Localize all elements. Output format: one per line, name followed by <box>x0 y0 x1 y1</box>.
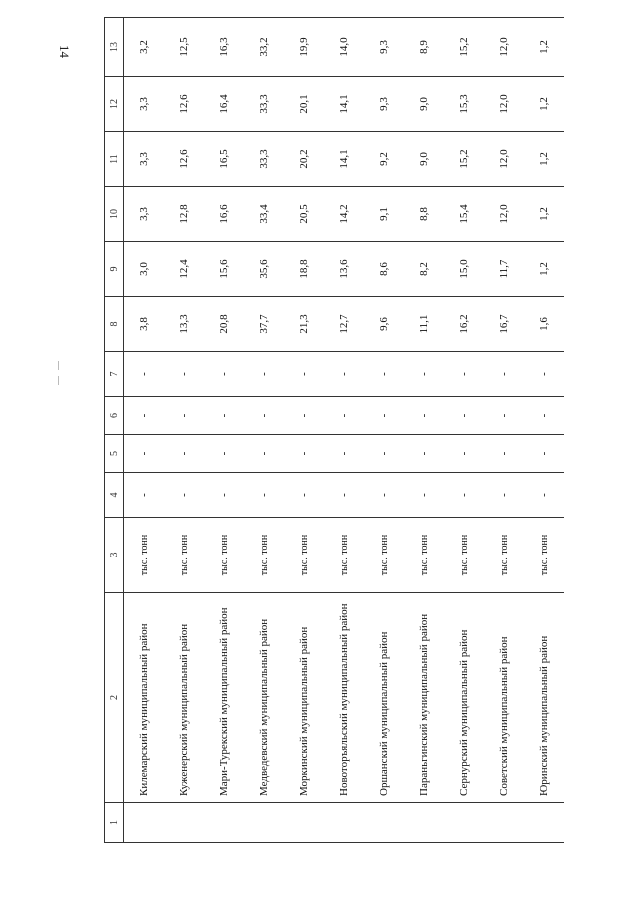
value-cell-c6: - <box>444 397 484 435</box>
value-cell-c10: 3,3 <box>124 187 165 242</box>
value-cell-c12: 14,1 <box>324 77 364 132</box>
value-cell-c10: 16,6 <box>204 187 244 242</box>
value-cell-c8: 3,8 <box>124 297 165 352</box>
value-cell-c7: - <box>364 352 404 397</box>
unit-cell: тыс. тонн <box>444 518 484 593</box>
table-row <box>204 18 244 843</box>
column-header: 5 <box>105 435 124 473</box>
value-cell-c11: 15,2 <box>444 132 484 187</box>
column-header: 8 <box>105 297 124 352</box>
value-cell-c10: 20,5 <box>284 187 324 242</box>
value-cell-c6: - <box>284 397 324 435</box>
value-cell-c5: - <box>164 435 204 473</box>
value-cell-c4: - <box>524 473 564 518</box>
value-cell-c6: - <box>404 397 444 435</box>
value-cell-c13: 14,0 <box>324 18 364 77</box>
value-cell-c9: 15,0 <box>444 242 484 297</box>
value-cell-c5: - <box>204 435 244 473</box>
value-cell-c8: 16,7 <box>484 297 524 352</box>
value-cell-c13: 8,9 <box>404 18 444 77</box>
table-header-row <box>105 18 124 843</box>
column-header: 12 <box>105 77 124 132</box>
row-number-cell <box>244 803 284 843</box>
value-cell-c12: 12,6 <box>164 77 204 132</box>
value-cell-c11: 1,2 <box>524 132 564 187</box>
value-cell-c13: 15,2 <box>444 18 484 77</box>
value-cell-c10: 12,0 <box>484 187 524 242</box>
value-cell-c11: 9,2 <box>364 132 404 187</box>
district-name-cell: Моркинский муниципальный район <box>284 593 324 803</box>
table-row <box>524 18 564 843</box>
column-header: 7 <box>105 352 124 397</box>
value-cell-c4: - <box>164 473 204 518</box>
value-cell-c5: - <box>404 435 444 473</box>
value-cell-c13: 9,3 <box>364 18 404 77</box>
value-cell-c4: - <box>284 473 324 518</box>
value-cell-c5: - <box>324 435 364 473</box>
value-cell-c5: - <box>244 435 284 473</box>
value-cell-c8: 37,7 <box>244 297 284 352</box>
value-cell-c4: - <box>244 473 284 518</box>
value-cell-c5: - <box>284 435 324 473</box>
value-cell-c10: 33,4 <box>244 187 284 242</box>
table-row <box>324 18 364 843</box>
row-number-cell <box>284 803 324 843</box>
value-cell-c6: - <box>124 397 165 435</box>
value-cell-c6: - <box>204 397 244 435</box>
value-cell-c5: - <box>484 435 524 473</box>
value-cell-c12: 33,3 <box>244 77 284 132</box>
row-number-cell <box>164 803 204 843</box>
row-number-cell <box>324 803 364 843</box>
value-cell-c7: - <box>444 352 484 397</box>
value-cell-c12: 9,0 <box>404 77 444 132</box>
value-cell-c7: - <box>164 352 204 397</box>
value-cell-c12: 12,0 <box>484 77 524 132</box>
district-name-cell: Килемарский муниципальный район <box>124 593 165 803</box>
value-cell-c5: - <box>524 435 564 473</box>
value-cell-c12: 9,3 <box>364 77 404 132</box>
district-name-cell: Советский муниципальный район <box>484 593 524 803</box>
value-cell-c7: - <box>284 352 324 397</box>
value-cell-c8: 21,3 <box>284 297 324 352</box>
page-number: 14 <box>57 45 72 58</box>
value-cell-c6: - <box>244 397 284 435</box>
district-name-cell: Куженерский муниципальный район <box>164 593 204 803</box>
value-cell-c4: - <box>364 473 404 518</box>
column-header: 10 <box>105 187 124 242</box>
value-cell-c9: 12,4 <box>164 242 204 297</box>
value-cell-c12: 3,3 <box>124 77 165 132</box>
unit-cell: тыс. тонн <box>244 518 284 593</box>
value-cell-c7: - <box>124 352 165 397</box>
district-name-cell: Мари-Турекский муниципальный район <box>204 593 244 803</box>
value-cell-c9: 1,2 <box>524 242 564 297</box>
value-cell-c10: 15,4 <box>444 187 484 242</box>
value-cell-c9: 3,0 <box>124 242 165 297</box>
value-cell-c12: 15,3 <box>444 77 484 132</box>
value-cell-c8: 9,6 <box>364 297 404 352</box>
value-cell-c4: - <box>124 473 165 518</box>
value-cell-c11: 20,2 <box>284 132 324 187</box>
value-cell-c12: 16,4 <box>204 77 244 132</box>
table-row <box>284 18 324 843</box>
value-cell-c8: 12,7 <box>324 297 364 352</box>
value-cell-c7: - <box>404 352 444 397</box>
column-header: 13 <box>105 18 124 77</box>
value-cell-c10: 1,2 <box>524 187 564 242</box>
value-cell-c9: 15,6 <box>204 242 244 297</box>
value-cell-c4: - <box>204 473 244 518</box>
value-cell-c10: 9,1 <box>364 187 404 242</box>
unit-cell: тыс. тонн <box>524 518 564 593</box>
column-header: 1 <box>105 803 124 843</box>
unit-cell: тыс. тонн <box>324 518 364 593</box>
value-cell-c12: 1,2 <box>524 77 564 132</box>
value-cell-c4: - <box>404 473 444 518</box>
table-row <box>164 18 204 843</box>
value-cell-c9: 35,6 <box>244 242 284 297</box>
value-cell-c9: 11,7 <box>484 242 524 297</box>
unit-cell: тыс. тонн <box>204 518 244 593</box>
unit-cell: тыс. тонн <box>164 518 204 593</box>
value-cell-c10: 14,2 <box>324 187 364 242</box>
column-header: 6 <box>105 397 124 435</box>
value-cell-c11: 9,0 <box>404 132 444 187</box>
value-cell-c9: 8,6 <box>364 242 404 297</box>
value-cell-c7: - <box>484 352 524 397</box>
value-cell-c8: 20,8 <box>204 297 244 352</box>
value-cell-c10: 8,8 <box>404 187 444 242</box>
column-header: 3 <box>105 518 124 593</box>
value-cell-c5: - <box>364 435 404 473</box>
column-header: 4 <box>105 473 124 518</box>
value-cell-c13: 16,3 <box>204 18 244 77</box>
value-cell-c13: 12,5 <box>164 18 204 77</box>
table-row <box>364 18 404 843</box>
value-cell-c13: 3,2 <box>124 18 165 77</box>
column-header: 11 <box>105 132 124 187</box>
value-cell-c6: - <box>364 397 404 435</box>
row-number-cell <box>524 803 564 843</box>
value-cell-c9: 18,8 <box>284 242 324 297</box>
row-number-cell <box>124 803 165 843</box>
table-body <box>124 18 565 843</box>
statistics-table-wrapper <box>104 18 554 843</box>
table-row <box>444 18 484 843</box>
table-row <box>244 18 284 843</box>
column-header: 9 <box>105 242 124 297</box>
value-cell-c11: 3,3 <box>124 132 165 187</box>
value-cell-c7: - <box>524 352 564 397</box>
value-cell-c7: - <box>204 352 244 397</box>
scan-mark <box>58 376 59 385</box>
district-name-cell: Медведевский муниципальный район <box>244 593 284 803</box>
column-header: 2 <box>105 593 124 803</box>
value-cell-c10: 12,8 <box>164 187 204 242</box>
value-cell-c8: 1,6 <box>524 297 564 352</box>
value-cell-c13: 33,2 <box>244 18 284 77</box>
value-cell-c6: - <box>164 397 204 435</box>
row-number-cell <box>364 803 404 843</box>
value-cell-c8: 13,3 <box>164 297 204 352</box>
value-cell-c7: - <box>324 352 364 397</box>
unit-cell: тыс. тонн <box>364 518 404 593</box>
value-cell-c11: 33,3 <box>244 132 284 187</box>
row-number-cell <box>404 803 444 843</box>
value-cell-c12: 20,1 <box>284 77 324 132</box>
district-name-cell: Сернурский муниципальный район <box>444 593 484 803</box>
value-cell-c13: 1,2 <box>524 18 564 77</box>
value-cell-c11: 14,1 <box>324 132 364 187</box>
table-row <box>404 18 444 843</box>
value-cell-c11: 12,6 <box>164 132 204 187</box>
unit-cell: тыс. тонн <box>404 518 444 593</box>
value-cell-c4: - <box>484 473 524 518</box>
district-name-cell: Новоторъяльский муниципальный район <box>324 593 364 803</box>
value-cell-c8: 16,2 <box>444 297 484 352</box>
value-cell-c5: - <box>124 435 165 473</box>
row-number-cell <box>444 803 484 843</box>
value-cell-c6: - <box>484 397 524 435</box>
scan-mark <box>58 361 59 370</box>
value-cell-c9: 8,2 <box>404 242 444 297</box>
table-row <box>124 18 165 843</box>
value-cell-c11: 12,0 <box>484 132 524 187</box>
value-cell-c7: - <box>244 352 284 397</box>
unit-cell: тыс. тонн <box>124 518 165 593</box>
unit-cell: тыс. тонн <box>284 518 324 593</box>
district-name-cell: Оршанский муниципальный район <box>364 593 404 803</box>
value-cell-c11: 16,5 <box>204 132 244 187</box>
row-number-cell <box>204 803 244 843</box>
value-cell-c8: 11,1 <box>404 297 444 352</box>
value-cell-c6: - <box>324 397 364 435</box>
value-cell-c13: 12,0 <box>484 18 524 77</box>
district-name-cell: Параньгинский муниципальный район <box>404 593 444 803</box>
unit-cell: тыс. тонн <box>484 518 524 593</box>
value-cell-c4: - <box>324 473 364 518</box>
value-cell-c6: - <box>524 397 564 435</box>
value-cell-c9: 13,6 <box>324 242 364 297</box>
district-name-cell: Юринский муниципальный район <box>524 593 564 803</box>
value-cell-c13: 19,9 <box>284 18 324 77</box>
row-number-cell <box>484 803 524 843</box>
statistics-table <box>104 17 564 843</box>
table-row <box>484 18 524 843</box>
value-cell-c5: - <box>444 435 484 473</box>
value-cell-c4: - <box>444 473 484 518</box>
